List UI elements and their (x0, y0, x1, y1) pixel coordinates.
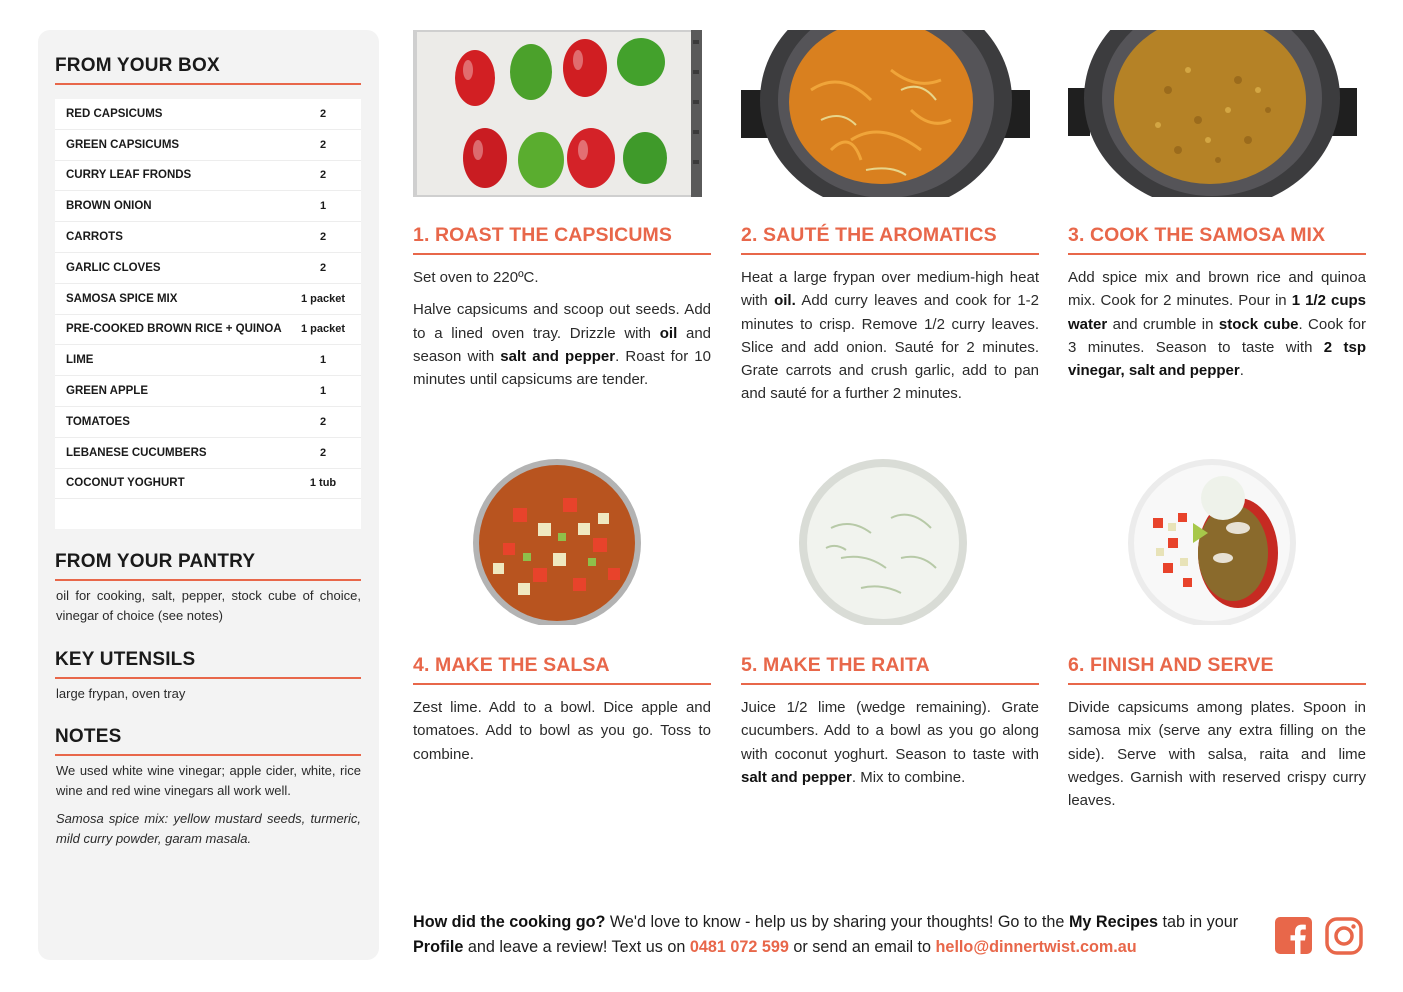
step-6-title: 6. FINISH AND SERVE (1068, 654, 1366, 685)
ingredient-qty: 1 packet (300, 323, 346, 336)
ingredient-qty: 2 (319, 169, 327, 182)
ingredient-row (55, 284, 361, 315)
ingredient-row (55, 253, 361, 284)
bold-ingredient: oil. (774, 292, 796, 310)
ingredient-qty: 2 (319, 446, 327, 459)
notes-text: We used white wine vinegar; apple cider, white, rice wine and red wine vinegars all work well. (56, 763, 361, 798)
facebook-icon[interactable] (1275, 917, 1313, 955)
step-text: Divide capsicums among plates. Spoon in samosa mix (serve any extra filling on the side). Serve with salsa, raita and lime wedges. Garnish with reserved crispy curry leaves. (1068, 699, 1366, 810)
ingredient-row (55, 161, 361, 192)
ingredient-qty: 2 (319, 107, 327, 120)
bold-ingredient: 2 tsp vinegar, salt and pepper (1068, 338, 1366, 380)
ingredient-qty: 1 (319, 200, 327, 213)
ingredient-qty: 2 (319, 231, 327, 244)
footer-text-2: tab in your (1158, 913, 1239, 931)
step-5-image (741, 458, 1030, 625)
ingredient-row (55, 130, 361, 161)
ingredient-qty: 1 (319, 354, 327, 367)
ingredient-row (55, 438, 361, 469)
step-paragraph (413, 696, 711, 766)
ingredient-row (55, 376, 361, 407)
footer-question: How did the cooking go? (413, 913, 606, 931)
ingredient-name: LIME (66, 354, 94, 367)
bold-ingredient: oil (659, 324, 678, 342)
ingredient-name: GREEN APPLE (66, 385, 149, 398)
ingredient-name: CURRY LEAF FRONDS (66, 169, 192, 182)
ingredient-name: LEBANESE CUCUMBERS (66, 446, 207, 459)
ingredient-qty: 1 packet (300, 292, 346, 305)
bold-ingredient: 1 1/2 cups water (1068, 292, 1366, 333)
box-ingredients-table (55, 99, 361, 529)
step-text: and crumble in (1107, 315, 1219, 333)
step-paragraph (1068, 696, 1366, 812)
ingredient-name: CARROTS (66, 231, 123, 244)
step-2-title: 2. SAUTÉ THE AROMATICS (741, 224, 1039, 255)
ingredient-name: COCONUT YOGHURT (66, 477, 185, 490)
pantry-heading: FROM YOUR PANTRY (55, 551, 361, 581)
bold-ingredient: salt and pepper (500, 347, 616, 365)
email-link[interactable]: hello@dinnertwist.com.au (935, 938, 1137, 956)
ingredient-name: RED CAPSICUMS (66, 107, 163, 120)
step-4-title: 4. MAKE THE SALSA (413, 654, 711, 685)
step-text: . Mix to combine. (851, 768, 966, 786)
utensils-text: large frypan, oven tray (56, 686, 186, 701)
ingredient-name: GREEN CAPSICUMS (66, 138, 180, 151)
step-text: Halve capsicums and scoop out seeds. Add to a lined oven tray. Drizzle with (413, 301, 711, 342)
footer-text-3: and leave a review! Text us on (463, 938, 690, 956)
step-paragraph (1068, 266, 1366, 382)
step-text: and season with (413, 324, 712, 365)
footer-text-4: or send an email to (788, 938, 936, 956)
step-2-body (741, 266, 1039, 415)
profile-label: Profile (413, 938, 464, 956)
step-text: Juice 1/2 lime (wedge remaining). Grate cucumbers. Add to a bowl as you go along with coconut yoghurt. Season to taste with (741, 699, 1039, 763)
ingredient-row (55, 99, 361, 130)
step-1-image (413, 30, 702, 197)
ingredient-row (55, 222, 361, 253)
ingredient-qty: 1 (319, 385, 327, 398)
pantry-text: oil for cooking, salt, pepper, stock cube of choice, vinegar of choice (see notes) (56, 588, 361, 623)
ingredient-name: GARLIC CLOVES (66, 261, 161, 274)
step-6-image (1068, 458, 1357, 625)
footer-text-1: We'd love to know - help us by sharing your thoughts! Go to the (605, 913, 1069, 931)
ingredient-qty: 1 tub (309, 477, 337, 490)
step-text: Add curry leaves and cook for 1-2 minutes to crisp. Remove 1/2 curry leaves. Slice and add onion. Sauté for 2 minutes. Grate carrots and crush garlic, add to pan and sauté for a further 2 minutes. (741, 292, 1039, 403)
phone-link[interactable]: 0481 072 599 (689, 938, 789, 956)
my-recipes-label: My Recipes (1068, 913, 1159, 931)
step-text: . Roast for 10 minutes until capsicums are tender. (413, 347, 711, 389)
step-3-title: 3. COOK THE SAMOSA MIX (1068, 224, 1366, 255)
feedback-footer (413, 910, 1263, 960)
step-paragraph (741, 266, 1039, 406)
ingredient-name: PRE-COOKED BROWN RICE + QUINOA (66, 323, 282, 336)
instagram-icon[interactable] (1325, 917, 1363, 955)
ingredient-name: TOMATOES (66, 415, 130, 428)
box-heading: FROM YOUR BOX (55, 55, 361, 85)
utensils-heading: KEY UTENSILS (55, 649, 361, 679)
step-text: Zest lime. Add to a bowl. Dice apple and tomatoes. Add to bowl as you go. Toss to combine. (413, 699, 711, 763)
notes-heading: NOTES (55, 726, 361, 756)
ingredients-sidebar (38, 30, 379, 960)
step-5-body (741, 696, 1039, 798)
step-paragraph (413, 266, 711, 289)
step-4-body (413, 696, 711, 775)
step-3-body (1068, 266, 1366, 391)
ingredient-row (55, 407, 361, 438)
step-paragraph (741, 696, 1039, 789)
step-text: . Cook for 3 minutes. Season to taste with (1068, 315, 1366, 356)
ingredient-row (55, 315, 361, 346)
step-6-body (1068, 696, 1366, 821)
step-3-image (1068, 30, 1357, 197)
ingredient-qty: 2 (319, 261, 327, 274)
step-1-body (413, 266, 711, 400)
ingredient-name: SAMOSA SPICE MIX (66, 292, 178, 305)
step-text: . (1239, 362, 1244, 380)
bold-ingredient: salt and pepper (741, 768, 852, 786)
step-text: Add spice mix and brown rice and quinoa mix. Cook for 2 minutes. Pour in (1068, 269, 1366, 310)
step-4-image (413, 458, 702, 625)
step-text: Set oven to 220ºC. (413, 269, 539, 286)
ingredient-row (55, 469, 361, 500)
notes-italic-text: Samosa spice mix: yellow mustard seeds, turmeric, mild curry powder, garam masala. (56, 811, 361, 846)
ingredient-row (55, 345, 361, 376)
step-2-image (741, 30, 1030, 197)
ingredient-row (55, 191, 361, 222)
step-text: Heat a large frypan over medium-high heat with (741, 269, 1039, 310)
step-5-title: 5. MAKE THE RAITA (741, 654, 1039, 685)
step-paragraph (413, 298, 711, 391)
bold-ingredient: stock cube (1218, 315, 1299, 333)
ingredient-qty: 2 (319, 415, 327, 428)
ingredient-qty: 2 (319, 138, 327, 151)
step-1-title: 1. ROAST THE CAPSICUMS (413, 224, 711, 255)
ingredient-name: BROWN ONION (66, 200, 152, 213)
